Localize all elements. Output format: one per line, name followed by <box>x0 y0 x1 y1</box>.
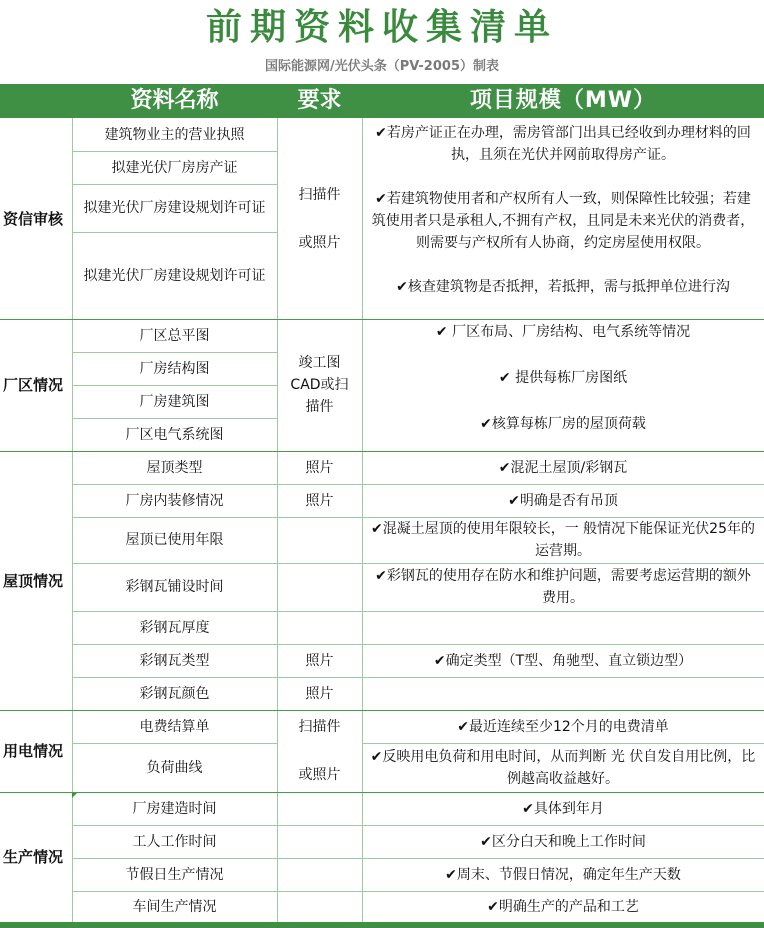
table-header <box>0 84 764 118</box>
note-mortgage: ✔核查建筑物是否抵押，若抵押，需与抵押单位进行沟 <box>396 279 730 295</box>
item-structure-drawing: 厂房结构图 <box>139 360 210 377</box>
item-build-time: 厂房建造时间 <box>132 800 217 817</box>
category-credit-review: 资信审核 <box>3 209 64 228</box>
requirement-as-built: 竣工图CAD或扫描件 <box>290 355 349 415</box>
requirement-photo: 或照片 <box>298 235 341 251</box>
notes-credit-review <box>362 118 764 319</box>
header-requirement: 要求 <box>297 88 342 113</box>
note-steel-tile-type: ✔确定类型（T型、角驰型、直立锁边型） <box>433 652 693 669</box>
header-name: 资料名称 <box>130 88 219 113</box>
note-roof-type: ✔混泥土屋顶/彩钢瓦 <box>498 459 628 476</box>
page-subtitle: 国际能源网/光伏头条（PV-2005）制表 <box>265 59 499 74</box>
note-roof-lifespan: ✔混凝土屋顶的使用年限较长，一 般情况下能保证光伏25年的运营期。 <box>371 521 755 559</box>
requirement-photo: 照片 <box>305 652 334 669</box>
note-load-curve: ✔反映用电负荷和用电时间，从而判断 光 伏自发自用比例，比例越高收益越好。 <box>370 748 756 787</box>
item-architectural-drawing: 厂房建筑图 <box>139 393 210 410</box>
item-interior-decoration: 厂房内装修情况 <box>125 492 224 509</box>
item-site-plan: 厂区总平图 <box>139 327 210 344</box>
note-build-time: ✔具体到年月 <box>522 800 604 817</box>
item-steel-tile-thickness: 彩钢瓦厚度 <box>139 619 210 636</box>
item-work-hours: 工人工作时间 <box>132 833 217 850</box>
requirement-photo: 照片 <box>305 685 334 702</box>
item-roof-age: 屋顶已使用年限 <box>125 532 224 548</box>
item-load-curve: 负荷曲线 <box>146 759 203 776</box>
item-planning-permit-2: 拟建光伏厂房建设规划许可证 <box>83 267 266 284</box>
item-roof-type: 屋顶类型 <box>146 459 203 476</box>
requirement-photo: 或照片 <box>298 767 341 783</box>
note-drawings: ✔ 提供每栋厂房图纸 <box>498 370 628 386</box>
category-production: 生产情况 <box>3 848 64 866</box>
requirement-scan: 扫描件 <box>298 187 341 203</box>
note-owner-user: ✔若建筑物使用者和产权所有人一致，则保障性比较强；若建筑使用者只是承租人,不拥有产权，且同是未来光伏的消费者，则需要与产权所有人协商，约定房屋使用权限。 <box>371 191 755 251</box>
item-holiday-production: 节假日生产情况 <box>125 866 224 883</box>
page-title: 前期资料收集清单 <box>205 7 558 48</box>
note-workshop-production: ✔明确生产的产品和工艺 <box>487 898 639 915</box>
header-scale: 项目规模（MW） <box>469 88 657 113</box>
category-roof: 屋顶情况 <box>3 571 64 590</box>
item-planning-permit: 拟建光伏厂房建设规划许可证 <box>83 200 266 216</box>
item-steel-tile-time: 彩钢瓦铺设时间 <box>125 579 224 595</box>
item-business-license: 建筑物业主的营业执照 <box>104 126 245 143</box>
item-steel-tile-type: 彩钢瓦类型 <box>139 652 210 669</box>
category-electricity: 用电情况 <box>3 742 64 760</box>
item-steel-tile-color: 彩钢瓦颜色 <box>139 685 210 702</box>
note-ceiling: ✔明确是否有吊顶 <box>508 492 618 509</box>
note-electricity-bill: ✔最近连续至少12个月的电费清单 <box>457 718 669 735</box>
note-holiday-production: ✔周末、节假日情况，确定年生产天数 <box>445 866 681 883</box>
requirement-scan: 扫描件 <box>298 719 341 735</box>
requirement-photo: 照片 <box>305 459 334 476</box>
item-electricity-bill: 电费结算单 <box>139 718 210 735</box>
note-roof-load: ✔核算每栋厂房的屋顶荷载 <box>480 416 646 432</box>
bottom-bar <box>0 922 764 928</box>
requirement-photo: 照片 <box>305 492 334 509</box>
note-work-hours: ✔区分白天和晚上工作时间 <box>480 833 646 850</box>
item-workshop-production: 车间生产情况 <box>132 898 217 915</box>
note-steel-tile-maintenance: ✔彩钢瓦的使用存在防水和维护问题，需要考虑运营期的额外费用。 <box>375 568 751 606</box>
note-property-cert: ✔若房产证正在办理，需房管部门出具已经收到办理材料的回执，且须在光伏并网前取得房产证。 <box>375 125 751 163</box>
item-property-certificate: 拟建光伏厂房房产证 <box>111 159 238 176</box>
item-electrical-drawing: 厂区电气系统图 <box>125 426 224 443</box>
category-plant-area: 厂区情况 <box>3 376 64 394</box>
note-plant-layout: ✔ 厂区布局、厂房结构、电气系统等情况 <box>435 324 691 340</box>
